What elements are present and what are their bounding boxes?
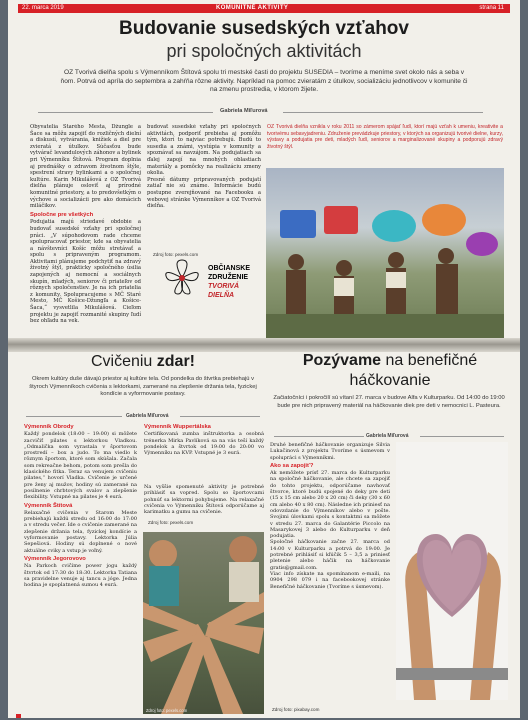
left-title-light: Cvičeniu: [90, 353, 153, 370]
logo-text-1: OBČIANSKE: [208, 265, 251, 272]
right-title-light: na benefičné: [385, 352, 478, 369]
top-photo-people-speech-bubbles: [266, 168, 504, 338]
hands-illustration: [143, 532, 264, 714]
left-title-bold: zdar!: [156, 353, 196, 370]
top-title-light: pri spoločných aktivitách: [166, 41, 362, 61]
page-header-bar: [18, 4, 510, 13]
left-photo-credit-2: Zdroj foto: pexels.com: [146, 708, 188, 713]
top-photo-credit: Zdroj foto: pexels.com: [153, 252, 199, 257]
left-author: Gabriela Miľurová: [126, 413, 169, 419]
page-fold: [8, 338, 520, 352]
right-lead: Začiatočníci i pokročilí sú vítaní 27. marca v budove Alfa v Kulturparku. Od 14:00 do 19:00 bude pre nich pripravený materiál na háčkovanie diek pre deti v nemocnici L. Pasteura.: [273, 395, 505, 409]
top-subheading: Spoločne pre všetkých: [30, 211, 94, 218]
right-title-line1: [270, 352, 510, 370]
left-text-stitova: Relaxačné cvičenia v Starom Meste prebiehajú každú stredu od 16:00 do 17:00 a v stredu večer. Ide o cvičenie zamerané na zlepšenie držania tela, fyzickej kondície a vyformovanie postavy. Lektorka Júlia Sepešiová. Hodiny sú doplnené o nové aktuálne cviky a vstup je voľný.: [24, 509, 137, 554]
left-subheading-jegorovovo: Výmenník Jegorovovo: [24, 555, 86, 562]
top-column-2: [147, 124, 261, 252]
header-date: 22. marca 2019: [22, 5, 64, 11]
header-page-number: strana 11: [479, 5, 504, 11]
top-title-bold: Budovanie susedských vzťahov: [119, 18, 409, 39]
right-photo-knitted-heart: [396, 442, 508, 700]
right-title-line2: háčkovanie: [349, 372, 431, 389]
tvoriva-dielna-logo: [148, 258, 266, 338]
left-text-jegorovovo: Na Parkoch cvičíme power jogu každý štvrtok od 17:30 do 18:30. Lektorka Tatiana sa pravidelne venuje aj tancu a jóge. Jedna hodina je spoplatnená sumou 4 eurá.: [24, 563, 137, 589]
logo-text-4: DIELŇA: [208, 292, 235, 299]
right-subheading: Ako sa zapojiť?: [270, 462, 314, 469]
top-author-rule-left: [38, 112, 213, 113]
logo-text-3: TVORIVÁ: [208, 283, 240, 290]
right-author: Gabriela Miľurová: [366, 433, 409, 439]
right-photo-credit: Zdroj foto: pixabay.com: [272, 707, 320, 712]
left-author-rule-right: [180, 416, 260, 417]
top-column-1: [30, 124, 141, 338]
right-column-1: [270, 442, 390, 708]
flower-logo-icon: [152, 258, 212, 298]
corner-mark: [16, 714, 21, 718]
right-box-text: OZ Tvorivá dielňa vznikla v roku 2011 so zámerom spájať ľudí, ktorí majú vzťah k umeniu, kreativite a tvorivému sebavyjadreniu. Združenie prevádzkuje priestory, v ktorých sa organizujú tvorivé dielne, kurzy, výstavy a podujatia pre deti, mladých ľudí, seniorov a marginalizované skupiny a podporujú zdravý životný štýl.: [267, 124, 503, 150]
top-column-1-text-b: Podujatia majú striedavé obdobie a budovať susedské vzťahy pri spoločnej práci. „V súpohodovom rade chceme spolupracovať priestor, kde sa obyvatelia a návštevníci Košíc môžu stretávať a spolu s pripraveným programom. Aktivitami plánujeme podchytiť na zdravý životný štýl, prakticky spoločného úsilia zapojených aj nemocní a sociálnych skupín, mladých, seniorov či priateľov od rôznych spoločenstiev. Je na ich priatelia z komunity. Spolupracujeme s MČ Staré Mesto, MČ Košice-Džungľa a Košice-Šaca,“ vysvetlila Mikulášová. Cieľom projektu je zapojiť rozmanité skupiny ľudí bez ohľadu na vek.: [30, 219, 141, 325]
right-text-4: Viac info získate na spomínanom e-maili, na 0904 298 079 i na facebookovej stránke Benefičné háčkovanie (Tvoríme s úsmevom).: [270, 570, 390, 590]
left-subheading-wuppertalska: Výmenník Wuppertálska: [144, 424, 211, 430]
left-column-2-b: Na vyššie spomenuté aktivity je potrebné prihlásiť sa vopred. Spolu so športovcami pohnúť sa lektormi pohybujeme. Na relaxačné cvičenia vo Výmenníku Štítová odporúčame aj karimatku a gumu na cvičenie.: [144, 484, 264, 516]
right-text-1: Druhé benefičné háčkovanie organizuje Silvia Lukačinová z projektu Tvoríme s úsmevom v spolupráci s Výmenníkmi.: [270, 442, 390, 461]
top-author: Gabriela Miľurová: [220, 108, 268, 114]
right-author-rule-left: [274, 436, 364, 437]
right-text-2: Ak nemôžete prísť 27. marca do Kulturparku na spoločné háčkovanie, ale chcete sa zapojiť do tohto projektu, odporúčame navhovať štvorce, ktoré budú spojené do deky pre deti (15 x 15 cm alebo 20 x 20 cm) či deky (30 x 60 cm alebo 40 x 80 cm). Následne ich priniesť na odovzdanie do Výmenníkov alebo v pošte. Svojimi úlovkami spolu s kontaktmi sa môžete v stredu 27. marca do Galantérie Piccolo na Masarykovej 3 alebo do Kulturparku v deň podujatia.: [270, 470, 390, 540]
left-author-rule-left: [26, 416, 122, 417]
header-section: KOMUNITNÉ AKTIVITY: [216, 5, 289, 11]
newspaper-page: [8, 0, 520, 718]
left-photo-credit: Zdroj foto: pexels.com: [148, 520, 194, 525]
left-subheading-obrody: Výmenník Obrody: [24, 424, 74, 430]
right-text-3: Spoločné háčkovanie začne 27. marca od 14:00 v Kulturparku a potrvá do 19:00. Je potrebné prihlásiť si kľúčik 5 – 3,5 a priniesť pletenie alebo háčik na háčkovanie gratis@gmail.com.: [270, 539, 390, 571]
left-subheading-stitova: Výmenník Štítová: [24, 502, 73, 509]
left-photo-hands-together: [143, 532, 264, 714]
logo-text-2: ZDRUŽENIE: [208, 274, 249, 281]
left-text-obrody: Každý pondelok (18:00 – 19:00) si môžete zacvičiť pilates s lektorkou Vladkou. „Odmalička som vyrastala v športovom prostredí – box a judo. To ma viedlo k rôznym športom, ktoré som skúšala. Začala som rekreačne behom, potom som prešla do klasického fitka. Teraz sa venujem cvičeniu pilates,“ hovorí Vladka. Cvičenie je určené pre ženy aj mužov, hodiny sú zamerané na posilnenie chrbtových svalov a zlepšenie flexibility. Vstupné na pilates je 4 eurá.: [24, 431, 137, 501]
left-lead: Okrem kultúry duše dávajú priestor aj kultúre tela. Od pondelka do štvrtka prebiehajú v štyroch Výmenníkoch cvičenia s lektorkami, zamerané na zlepšenie držania tela, fyzickej kondície a vyformovanie postavy.: [29, 376, 257, 398]
top-author-rule-right: [283, 112, 483, 113]
heart-hands-illustration: [396, 442, 508, 700]
left-text-wuppertalska: Certifikovaná zumba inštruktorka a osobná trénerka Mirka Pavlíková sa na vás teší každý pondelok a štvrtok od 19:00 do 20:00 vo Výmenníku na KVP. Vstupné je 3 eurá.: [144, 431, 264, 457]
top-lead: OZ Tvorivá dielňa spolu s Výmenníkom Štítová spolu tri mestské časti do projektu SUSEDIA – tvoríme a meníme svet okolo nás a seba v ňom. Potrvá od apríla do septembra a zahŕňa rôzne aktivity. Napríklad na pomoc zvieratám z útulkov, socializáciu jednotlivcov v komunite či na zmenu prostredia, v ktorom žijete.: [60, 69, 468, 94]
left-column-1: [24, 422, 137, 714]
left-title: [20, 353, 266, 371]
right-title-bold: Pozývame: [302, 352, 382, 369]
top-column-2-text-b: Presné dátumy pripravovaných podujatí zatiaľ nie sú známe. Informácie budú postupne zverejňované na Facebooku a webovej stránke Výmenníkov a OZ Tvorivá dielňa.: [147, 176, 261, 210]
top-column-2-text: budovať susedské vzťahy pri spoločných aktivitách, podporiť prebieha aj pomôžu tým, ktorí to najviac potrebujú. Budú to susedia a známi, vystúpia v komunity a spoznávať sa navzájom. Na podujatiach sa ďalej zapojí na mnohých oblastiach materiály a pomôcky na realizáciu zmeny okolia.: [147, 124, 261, 177]
people-illustration: [266, 168, 504, 338]
right-author-rule-right: [420, 436, 504, 437]
top-column-1-text: Obyvatelia Starého Mesta, Džungle a Šace sa môžu zapojiť do rozličných dielní a diskusií, vytvárania, knižiek a diel pre zvieratá z útulkov. Súčasťou bude vytvárač levandulových záhonov a bylinek pri Výmenníku Štítová. Program doplnia aj prednášky o zdravom životnom štýle, spestrení stravy bylinkami a o spoločnej kultúre. Karin Mikulášová z OZ Tvorivá dielňa plánuje osloviť aj prírodné komunitné priestory, a to predovšetkým o výchove a socializácii pre ako domácich miláčikov.: [30, 124, 141, 210]
